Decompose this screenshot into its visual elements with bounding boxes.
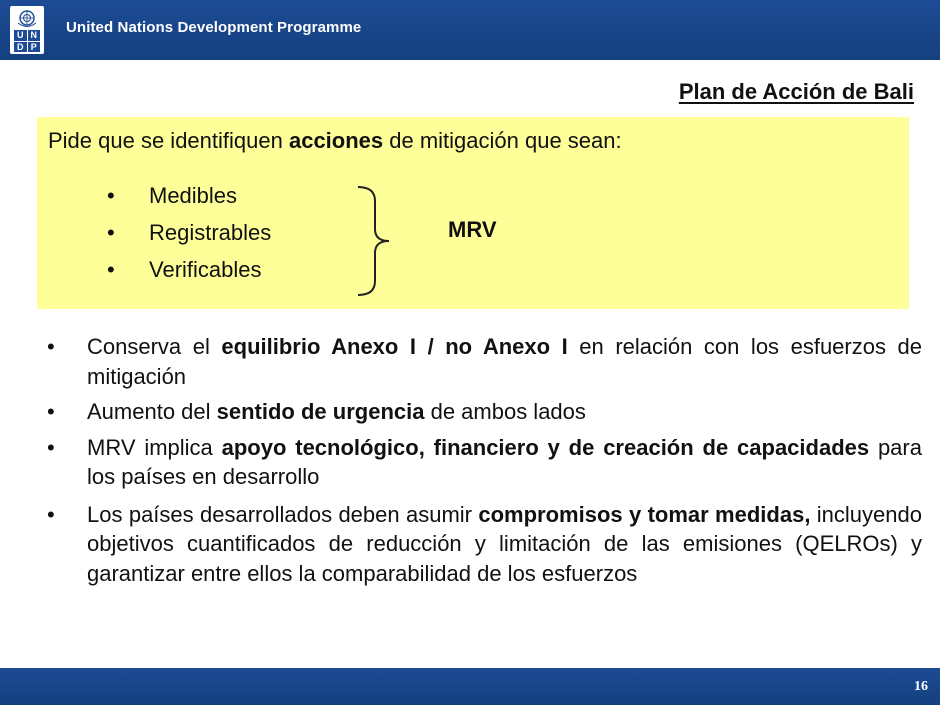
footer-banner [0,668,940,705]
logo-letter: N [28,30,41,41]
text-run-bold: equilibrio Anexo I / no Anexo I [221,334,568,359]
text-run-bold: apoyo tecnológico, financiero y de creación de capacidades [221,434,870,460]
text-run: Conserva el [87,334,222,359]
list-item [107,177,271,214]
text-run-bold: compromisos y tomar medidas, [478,501,811,527]
list-item [47,433,922,492]
header-banner [0,0,940,60]
text-run: Aumento del [87,399,217,424]
list-item [47,500,922,589]
mrv-highlight-box [37,117,909,309]
text-run: incluyendo objetivos cuantificados de reducción y limitación de las emisiones (QELROs) y garantizar entre ellos la comparabilidad de los esfuerzos [87,501,922,586]
slide-title: Plan de Acción de Bali [678,79,914,104]
org-name: United Nations Development Programme [66,19,362,36]
text-run: MRV implica [87,434,222,460]
bullet-icon: • [107,183,115,208]
text-run-bold: sentido de urgencia [216,399,425,424]
box-intro [48,128,622,154]
undp-logo [10,6,44,54]
mrv-label: MRV [448,217,497,242]
list-item-label: Medibles [149,183,238,208]
text-run: en relación con los esfuerzos de mitigación [87,334,923,389]
mrv-criteria-list [107,177,271,288]
right-brace-icon [355,185,391,297]
list-item-label: Registrables [149,220,272,245]
bullet-icon: • [47,399,55,424]
bullet-icon: • [47,334,55,359]
logo-letter: D [14,42,27,53]
list-item [107,251,271,288]
text-run: Los países desarrollados deben asumir [87,501,479,527]
box-intro-bold: acciones [288,128,384,153]
list-item [47,332,922,391]
logo-letter-grid [14,30,40,52]
logo-letter: U [14,30,27,41]
logo-letter: P [28,42,41,53]
list-item-label: Verificables [149,257,262,282]
un-emblem-icon [15,9,39,29]
bullet-icon: • [107,257,115,282]
list-item [107,214,271,251]
box-intro-text: Pide que se identifiquen [48,128,289,153]
list-item [47,397,922,427]
box-intro-text: de mitigación que sean: [383,128,622,153]
text-run: de ambos lados [424,399,586,424]
bullet-list [47,332,922,594]
text-run: para los países en desarrollo [87,434,922,489]
bullet-icon: • [107,220,115,245]
page-number: 16 [914,679,928,694]
bullet-icon: • [47,434,55,460]
bullet-icon: • [47,501,55,527]
